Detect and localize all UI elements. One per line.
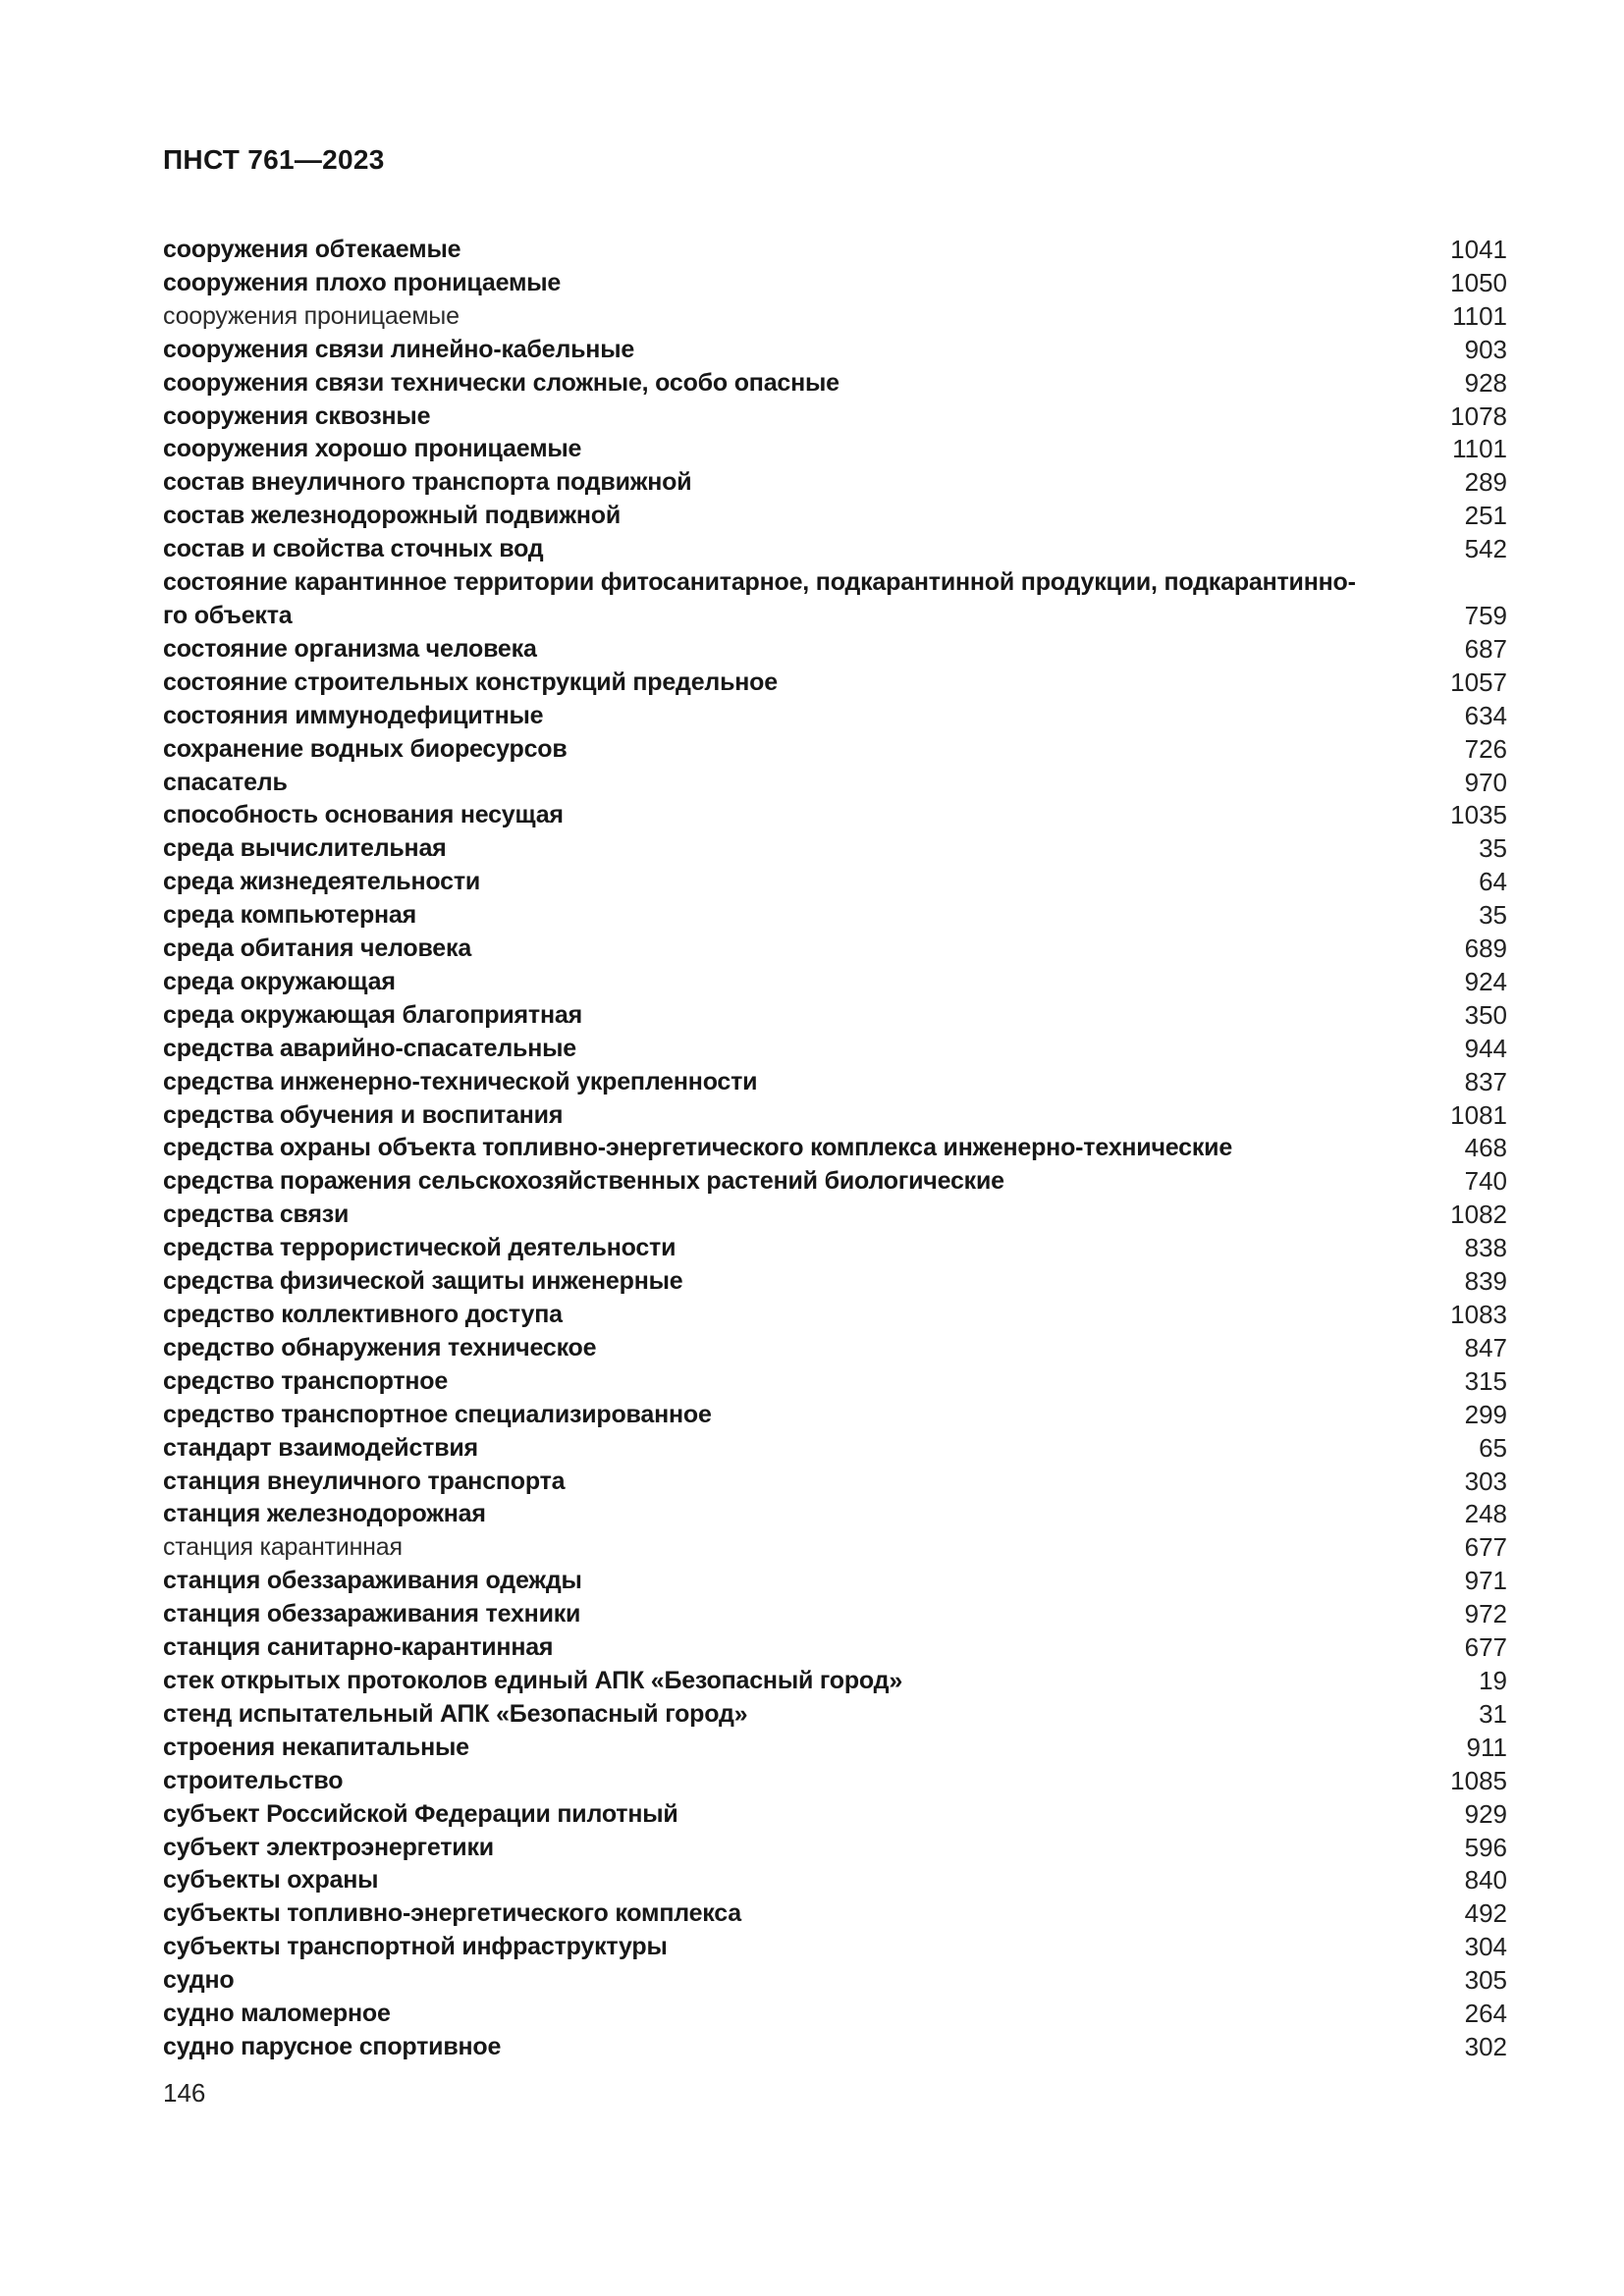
entry-page: 1081 [1450,1099,1507,1130]
entry-term [163,1665,1479,1698]
entry-page: 911 [1466,1732,1507,1762]
index-entry [163,1199,1507,1232]
entry-term-line: средства аварийно-спасательные [163,1034,576,1062]
entry-term [163,1265,1465,1299]
entry-term-line: судно [163,1966,235,1995]
entry-page: 492 [1464,1898,1507,1929]
index-entry [163,733,1507,767]
entry-term-line: строительство [163,1766,344,1794]
entry-term [163,899,1479,933]
entry-term [163,1897,1465,1931]
index-entry [163,500,1507,533]
entry-page: 903 [1464,334,1507,364]
entry-term-line: стенд испытательный АПК «Безопасный город» [163,1699,748,1728]
entry-term [163,1332,1465,1365]
entry-page: 924 [1464,966,1507,996]
entry-term [163,267,1450,300]
entry-term-line: спасатель [163,768,288,796]
entry-term-line: средства поражения сельскохозяйственных растений биологические [163,1167,1004,1196]
index-entry [163,799,1507,832]
entry-term [163,1165,1465,1199]
entry-term [163,1099,1450,1133]
entry-term-line: сооружения сквозные [163,401,431,430]
entry-term [163,1798,1465,1832]
entry-term-line: средства террористической деятельности [163,1234,677,1262]
page-number: 146 [163,2077,206,2108]
index-entry [163,1299,1507,1332]
index-entry [163,433,1507,466]
entry-term [163,1864,1465,1897]
entry-page: 35 [1479,833,1507,864]
entry-page: 302 [1464,2031,1507,2061]
entry-term-line: средство коллективного доступа [163,1301,563,1328]
entry-term-line: средство транспортное специализированное [163,1400,712,1428]
index-entry [163,1598,1507,1631]
index-entry [163,1365,1507,1399]
entry-page: 929 [1464,1798,1507,1829]
entry-page: 350 [1464,999,1507,1030]
entry-term [163,1033,1465,1066]
index-entry [163,999,1507,1033]
entry-page: 65 [1479,1432,1507,1463]
entry-term-line: сооружения плохо проницаемые [163,268,562,296]
entry-term-line: способность основания несущая [163,801,564,829]
entry-term-line: станция обеззараживания техники [163,1600,581,1629]
entry-page: 839 [1464,1266,1507,1297]
entry-term-line: средства охраны объекта топливно-энергетического комплекса инженерно-технические [163,1134,1233,1162]
entry-page: 847 [1464,1332,1507,1362]
index-entry [163,1466,1507,1499]
entry-page: 944 [1464,1033,1507,1063]
index-entry [163,1432,1507,1466]
index-entry [163,700,1507,733]
entry-term-line: сооружения хорошо проницаемые [163,435,582,463]
index-entry [163,1565,1507,1598]
entry-page: 1101 [1452,434,1507,464]
entry-page: 837 [1464,1066,1507,1096]
index-entry [163,1798,1507,1832]
entry-page: 1085 [1450,1765,1507,1795]
entry-term-line: субъекты транспортной инфраструктуры [163,1933,668,1961]
entry-term-line: состояние карантинное территории фитосанитарное, подкарантинной продукции, подкарантинно- [163,568,1356,597]
entry-term [163,1565,1465,1598]
entry-page: 689 [1464,934,1507,964]
entry-term [163,1199,1450,1232]
index-entry [163,1232,1507,1265]
entry-term-line: станция карантинная [163,1533,403,1562]
entry-term [163,1698,1479,1732]
index-entry [163,1099,1507,1133]
entry-term [163,832,1479,866]
entry-page: 596 [1464,1832,1507,1862]
index-entry [163,267,1507,300]
index-entry [163,1864,1507,1897]
entry-term-line: стек открытых протоколов единый АПК «Безопасный город» [163,1666,903,1694]
index-entry [163,1631,1507,1665]
entry-term-line: состояние организма человека [163,634,537,663]
entry-term-line: средства связи [163,1201,350,1229]
entry-term-line: средства инженерно-технической укрепленности [163,1067,758,1095]
entry-term [163,1466,1465,1499]
entry-term [163,866,1479,899]
entry-page: 970 [1464,767,1507,797]
index-entry [163,400,1507,434]
entry-term [163,500,1465,533]
entry-page: 1041 [1450,235,1507,264]
entry-term [163,1598,1465,1631]
index-entry [163,1132,1507,1165]
entry-term-line: сооружения связи линейно-кабельные [163,335,635,363]
entry-page: 31 [1479,1698,1507,1729]
entry-term-line: сооружения проницаемые [163,301,460,330]
index-entry [163,1332,1507,1365]
entry-page: 305 [1464,1965,1507,1996]
index-entry [163,633,1507,667]
entry-term-line: судно маломерное [163,2000,391,2028]
entry-page: 726 [1464,733,1507,764]
index-entry [163,234,1507,267]
entry-term [163,1732,1467,1765]
entry-page: 304 [1464,1932,1507,1962]
index-entry [163,1732,1507,1765]
index-entry [163,1265,1507,1299]
entry-term [163,767,1465,800]
index-entry [163,1531,1507,1565]
entry-page: 1082 [1450,1200,1507,1230]
entry-term [163,1232,1465,1265]
entry-term [163,999,1465,1033]
entry-term-line: станция санитарно-карантинная [163,1633,554,1662]
entry-page: 19 [1479,1665,1507,1695]
entry-term [163,667,1450,700]
index-entry [163,367,1507,400]
entry-term [163,1998,1465,2031]
index-entry [163,1399,1507,1432]
entry-term [163,1498,1465,1531]
entry-term [163,966,1465,999]
entry-term-line: сооружения обтекаемые [163,236,461,263]
entry-term [163,2031,1465,2064]
entry-page: 1083 [1450,1300,1507,1329]
entry-term-line: субъекты охраны [163,1866,379,1895]
entry-term-line: средство транспортное [163,1366,449,1395]
entry-term-line: средства обучения и воспитания [163,1100,564,1129]
entry-page: 289 [1464,467,1507,498]
entry-term-line: среда окружающая благоприятная [163,1000,582,1029]
index-entry [163,1897,1507,1931]
entry-term-line: субъект электроэнергетики [163,1833,494,1861]
entry-page: 248 [1464,1499,1507,1529]
entry-term-line: станция внеуличного транспорта [163,1467,566,1495]
entry-term-line: станция обеззараживания одежды [163,1567,582,1595]
index-entry [163,1066,1507,1099]
entry-term [163,300,1452,334]
index-entry [163,767,1507,800]
entry-term [163,1299,1450,1332]
entry-term [163,1964,1465,1998]
entry-term-line: средство обнаружения техническое [163,1333,597,1362]
index-entry [163,1033,1507,1066]
entry-page: 299 [1464,1399,1507,1429]
entry-page: 972 [1464,1599,1507,1629]
entry-term [163,1931,1465,1964]
entry-term [163,1399,1465,1432]
index-entry [163,1832,1507,1865]
entry-page: 928 [1464,367,1507,398]
entry-page: 542 [1464,534,1507,564]
entry-term-line: сохранение водных биоресурсов [163,734,568,763]
entry-page: 264 [1464,1999,1507,2029]
entry-term [163,1832,1465,1865]
entry-page: 677 [1464,1532,1507,1563]
index-entry [163,300,1507,334]
entry-term-line: среда обитания человека [163,934,472,963]
index-entry [163,1165,1507,1199]
entry-term [163,1631,1465,1665]
entry-page: 677 [1464,1632,1507,1663]
entry-term-line: состав железнодорожный подвижной [163,502,621,530]
entry-term-line: среда компьютерная [163,901,417,930]
entry-term-line: сооружения связи технически сложные, особо опасные [163,368,839,397]
entry-page: 315 [1464,1365,1507,1396]
entry-page: 634 [1464,700,1507,730]
entry-term [163,1132,1465,1165]
entry-term-line: среда окружающая [163,967,396,995]
index-entry [163,1964,1507,1998]
index-entry [163,832,1507,866]
index-entry [163,899,1507,933]
entry-term-line: субъекты топливно-энергетического комплекса [163,1899,741,1928]
entry-term [163,566,1465,633]
index-entry [163,866,1507,899]
entry-page: 1050 [1450,267,1507,297]
entry-page: 1101 [1452,300,1507,331]
index-entry [163,667,1507,700]
entry-page: 1078 [1450,400,1507,431]
entry-page: 64 [1479,867,1507,897]
entry-term-line: состояние строительных конструкций предельное [163,667,778,696]
entry-term-line: строения некапитальные [163,1733,469,1761]
entry-term-line: состав и свойства сточных вод [163,535,544,563]
index-entry [163,466,1507,500]
entry-page: 251 [1464,501,1507,531]
entry-term [163,433,1452,466]
index-entry [163,1765,1507,1798]
index-entry [163,1665,1507,1698]
entry-page: 740 [1464,1166,1507,1197]
entry-term-line: средства физической защиты инженерные [163,1267,683,1296]
index-list [163,234,1507,2064]
entry-page: 468 [1464,1133,1507,1163]
entry-term-line: среда вычислительная [163,834,447,863]
entry-term [163,466,1465,500]
entry-term-line: состояния иммунодефицитные [163,701,544,729]
entry-term [163,533,1465,566]
entry-term [163,1531,1465,1565]
entry-term [163,1066,1465,1099]
index-entry [163,966,1507,999]
entry-page: 1057 [1450,667,1507,697]
entry-term [163,1365,1465,1399]
entry-term-line: станция железнодорожная [163,1500,486,1528]
index-entry [163,2031,1507,2064]
entry-term-line: среда жизнедеятельности [163,868,481,896]
entry-term-line: судно парусное спортивное [163,2032,502,2060]
entry-term [163,1765,1450,1798]
index-entry [163,566,1507,633]
entry-term [163,700,1465,733]
entry-page: 1035 [1450,800,1507,830]
index-entry [163,1931,1507,1964]
index-entry [163,334,1507,367]
entry-term [163,234,1450,267]
entry-term [163,933,1465,966]
entry-term [163,1432,1479,1466]
index-entry [163,1698,1507,1732]
entry-term [163,799,1450,832]
entry-page: 303 [1464,1466,1507,1496]
entry-term [163,400,1450,434]
entry-term-line: субъект Российской Федерации пилотный [163,1799,678,1828]
entry-page: 840 [1464,1865,1507,1896]
entry-term [163,334,1465,367]
entry-page: 35 [1479,900,1507,931]
index-entry [163,1498,1507,1531]
entry-term [163,733,1465,767]
entry-page: 687 [1464,633,1507,664]
index-entry [163,933,1507,966]
entry-page: 838 [1464,1233,1507,1263]
index-entry [163,533,1507,566]
entry-page: 759 [1464,600,1507,630]
entry-term [163,633,1465,667]
entry-term-line: состав внеуличного транспорта подвижной [163,468,692,497]
document-code: ПНСТ 761—2023 [163,144,385,175]
index-entry [163,1998,1507,2031]
entry-page: 971 [1464,1566,1507,1596]
entry-term [163,367,1465,400]
entry-term-line: стандарт взаимодействия [163,1433,478,1462]
entry-term-line: го объекта [163,601,293,629]
